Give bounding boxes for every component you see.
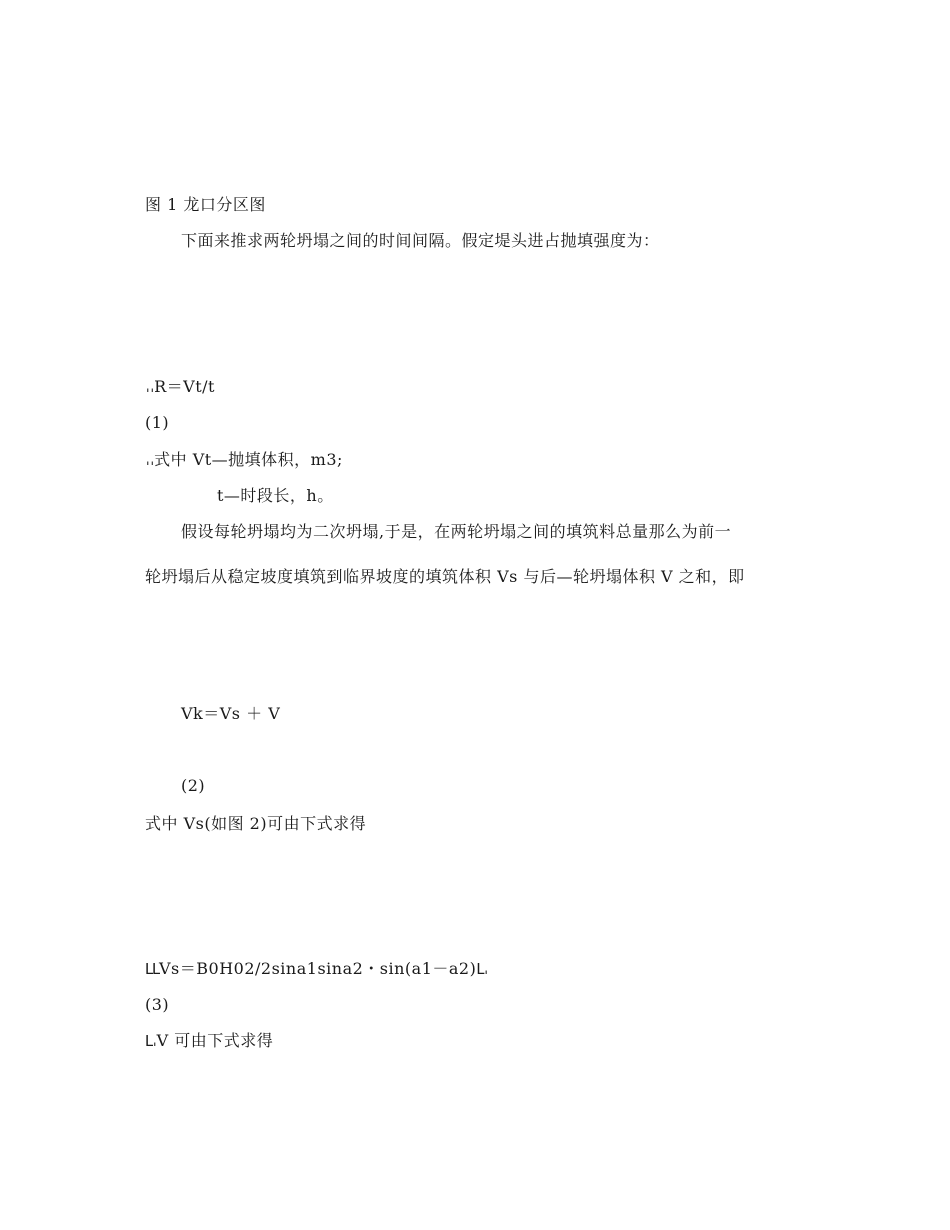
assumption-paragraph-line1: 假设每轮坍塌均为二次坍塌,于是，在两轮坍塌之间的填筑料总量那么为前一 — [181, 522, 732, 541]
where-clause-1-line2: t—时段长，h。 — [217, 486, 334, 505]
where-clause-3-text: V 可由下式求得 — [156, 1031, 274, 1050]
equation-2: Vk＝Vs ＋ V — [181, 704, 281, 723]
garbled-glyphs: 𐄀𐄀 — [145, 378, 155, 396]
assumption-paragraph-line2: 轮坍塌后从稳定坡度填筑到临界坡度的填筑体积 Vs 与后—轮坍塌体积 V 之和，即 — [145, 567, 745, 586]
equation-1-text: R＝Vt/t — [154, 377, 215, 396]
equation-2-number: (2) — [181, 776, 206, 795]
equation-3 — [145, 959, 488, 979]
equation-3-number: (3) — [145, 995, 170, 1014]
garbled-glyphs: Լ𐄀 — [145, 1032, 157, 1050]
intro-paragraph: 下面来推求两轮坍塌之间的时间间隔。假定堤头进占抛填强度为： — [181, 231, 660, 250]
garbled-glyphs: 𐄀𐄀 — [145, 451, 155, 469]
equation-1 — [145, 377, 215, 397]
where-clause-2: 式中 Vs(如图 2)可由下式求得 — [145, 814, 367, 833]
garbled-glyphs: Լ𐄀 — [476, 960, 488, 978]
equation-1-number: (1) — [145, 413, 170, 432]
equation-3-text: Vs＝B0H02/2sina1sina2・sin(a1－a2) — [159, 959, 477, 978]
where-clause-1-text: 式中 Vt—抛填体积，m3; — [154, 450, 343, 469]
where-clause-3 — [145, 1031, 273, 1051]
figure-caption: 图 1 龙口分区图 — [145, 195, 266, 214]
where-clause-1 — [145, 450, 343, 470]
garbled-glyphs: ԼԼ — [145, 960, 159, 978]
